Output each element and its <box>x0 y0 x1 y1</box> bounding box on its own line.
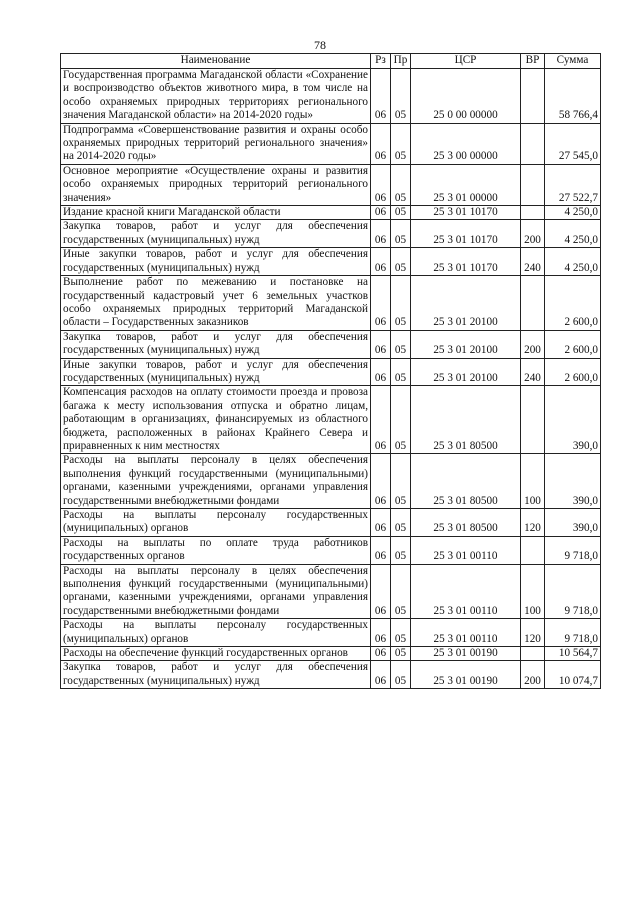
cell-rz: 06 <box>371 220 391 248</box>
cell-vr: 240 <box>521 248 545 276</box>
header-sum: Сумма <box>545 54 601 69</box>
cell-vr: 200 <box>521 661 545 689</box>
cell-rz: 06 <box>371 536 391 564</box>
cell-pr: 05 <box>391 536 411 564</box>
table-row <box>61 248 601 276</box>
table-row <box>61 661 601 689</box>
cell-rz: 06 <box>371 454 391 509</box>
cell-pr: 05 <box>391 164 411 205</box>
table-row <box>61 164 601 205</box>
cell-pr: 05 <box>391 206 411 220</box>
page-number: 78 <box>314 38 326 52</box>
cell-csr: 25 3 01 20100 <box>411 358 521 386</box>
cell-pr: 05 <box>391 220 411 248</box>
cell-pr: 05 <box>391 661 411 689</box>
cell-name: Компенсация расходов на оплату стоимости проезда и провоза багажа к месту использования отпуска и обратно лицам, работающим в организациях, финансируемых из областного бюджета, расположенных в районах Крайнего Севера и приравненных к ним местностях <box>61 386 371 454</box>
cell-vr: 120 <box>521 619 545 647</box>
cell-csr: 25 3 01 20100 <box>411 276 521 331</box>
cell-pr: 05 <box>391 358 411 386</box>
cell-vr <box>521 386 545 454</box>
cell-vr: 120 <box>521 509 545 537</box>
cell-name: Закупка товаров, работ и услуг для обеспечения государственных (муниципальных) нужд <box>61 220 371 248</box>
cell-sum: 390,0 <box>545 454 601 509</box>
header-vr: ВР <box>521 54 545 69</box>
cell-sum: 9 718,0 <box>545 564 601 619</box>
table-row <box>61 536 601 564</box>
header-csr: ЦСР <box>411 54 521 69</box>
cell-name: Выполнение работ по межеванию и постановке на государственный кадастровый учет 6 земельных участков особо охраняемых природных территорий Магаданской области – Государственных заказников <box>61 276 371 331</box>
cell-csr: 25 3 01 00190 <box>411 661 521 689</box>
cell-sum: 390,0 <box>545 386 601 454</box>
cell-sum: 9 718,0 <box>545 536 601 564</box>
cell-vr <box>521 206 545 220</box>
cell-name: Иные закупки товаров, работ и услуг для обеспечения государственных (муниципальных) нужд <box>61 358 371 386</box>
cell-csr: 25 3 01 00110 <box>411 536 521 564</box>
cell-sum: 10 074,7 <box>545 661 601 689</box>
cell-name: Основное мероприятие «Осуществление охраны и развития особо охраняемых природных территорий регионального значения» <box>61 164 371 205</box>
cell-name: Расходы на выплаты персоналу в целях обеспечения выполнения функций государственными (муниципальными) органами, казенными учреждениями, органами управления государственными внебюджетными фондами <box>61 454 371 509</box>
cell-rz: 06 <box>371 661 391 689</box>
cell-vr <box>521 123 545 164</box>
header-name: Наименование <box>61 54 371 69</box>
header-rz: Рз <box>371 54 391 69</box>
cell-csr: 25 3 01 10170 <box>411 220 521 248</box>
cell-sum: 390,0 <box>545 509 601 537</box>
cell-name: Расходы на обеспечение функций государственных органов <box>61 647 371 661</box>
cell-csr: 25 3 01 00190 <box>411 647 521 661</box>
cell-sum: 2 600,0 <box>545 358 601 386</box>
cell-rz: 06 <box>371 330 391 358</box>
cell-name: Издание красной книги Магаданской области <box>61 206 371 220</box>
table-row <box>61 123 601 164</box>
cell-vr: 100 <box>521 564 545 619</box>
cell-vr: 200 <box>521 220 545 248</box>
cell-vr <box>521 536 545 564</box>
cell-vr <box>521 276 545 331</box>
cell-csr: 25 3 01 80500 <box>411 454 521 509</box>
cell-name: Расходы на выплаты персоналу государственных (муниципальных) органов <box>61 619 371 647</box>
table-row <box>61 220 601 248</box>
cell-vr <box>521 647 545 661</box>
cell-pr: 05 <box>391 619 411 647</box>
cell-sum: 2 600,0 <box>545 330 601 358</box>
cell-pr: 05 <box>391 69 411 124</box>
cell-name: Закупка товаров, работ и услуг для обеспечения государственных (муниципальных) нужд <box>61 661 371 689</box>
cell-csr: 25 3 01 20100 <box>411 330 521 358</box>
table-row <box>61 647 601 661</box>
cell-rz: 06 <box>371 564 391 619</box>
cell-pr: 05 <box>391 509 411 537</box>
cell-name: Закупка товаров, работ и услуг для обеспечения государственных (муниципальных) нужд <box>61 330 371 358</box>
cell-pr: 05 <box>391 276 411 331</box>
cell-sum: 9 718,0 <box>545 619 601 647</box>
cell-name: Иные закупки товаров, работ и услуг для обеспечения государственных (муниципальных) нужд <box>61 248 371 276</box>
cell-vr: 240 <box>521 358 545 386</box>
cell-rz: 06 <box>371 276 391 331</box>
cell-csr: 25 3 01 00000 <box>411 164 521 205</box>
table-row <box>61 619 601 647</box>
cell-rz: 06 <box>371 69 391 124</box>
table-row <box>61 386 601 454</box>
cell-csr: 25 3 01 80500 <box>411 386 521 454</box>
cell-csr: 25 3 01 00110 <box>411 564 521 619</box>
cell-pr: 05 <box>391 386 411 454</box>
cell-vr: 100 <box>521 454 545 509</box>
table-row <box>61 276 601 331</box>
cell-vr <box>521 69 545 124</box>
cell-vr: 200 <box>521 330 545 358</box>
cell-sum: 58 766,4 <box>545 69 601 124</box>
budget-table <box>60 53 601 689</box>
cell-rz: 06 <box>371 164 391 205</box>
cell-csr: 25 3 00 00000 <box>411 123 521 164</box>
table-row <box>61 69 601 124</box>
table-body <box>61 69 601 689</box>
table-row <box>61 454 601 509</box>
cell-sum: 2 600,0 <box>545 276 601 331</box>
cell-name: Расходы на выплаты по оплате труда работников государственных органов <box>61 536 371 564</box>
cell-pr: 05 <box>391 330 411 358</box>
table-row <box>61 564 601 619</box>
cell-rz: 06 <box>371 647 391 661</box>
cell-sum: 4 250,0 <box>545 248 601 276</box>
cell-pr: 05 <box>391 123 411 164</box>
cell-rz: 06 <box>371 123 391 164</box>
cell-rz: 06 <box>371 619 391 647</box>
cell-name: Расходы на выплаты персоналу государственных (муниципальных) органов <box>61 509 371 537</box>
cell-rz: 06 <box>371 248 391 276</box>
cell-pr: 05 <box>391 564 411 619</box>
cell-name: Расходы на выплаты персоналу в целях обеспечения выполнения функций государственными (муниципальными) органами, казенными учреждениями, органами управления государственными внебюджетными фондами <box>61 564 371 619</box>
cell-name: Подпрограмма «Совершенствование развития и охраны особо охраняемых природных территорий регионального значения» на 2014-2020 годы» <box>61 123 371 164</box>
cell-csr: 25 3 01 10170 <box>411 248 521 276</box>
cell-csr: 25 0 00 00000 <box>411 69 521 124</box>
table-row <box>61 206 601 220</box>
cell-pr: 05 <box>391 248 411 276</box>
cell-sum: 10 564,7 <box>545 647 601 661</box>
table-header-row <box>61 54 601 69</box>
table-row <box>61 509 601 537</box>
cell-sum: 27 545,0 <box>545 123 601 164</box>
header-pr: Пр <box>391 54 411 69</box>
cell-rz: 06 <box>371 509 391 537</box>
cell-pr: 05 <box>391 454 411 509</box>
cell-vr <box>521 164 545 205</box>
cell-rz: 06 <box>371 206 391 220</box>
cell-sum: 4 250,0 <box>545 220 601 248</box>
cell-sum: 27 522,7 <box>545 164 601 205</box>
cell-rz: 06 <box>371 386 391 454</box>
cell-name: Государственная программа Магаданской области «Сохранение и воспроизводство объектов животного мира, в том числе на особо охраняемых природных территориях регионального значения Магаданской области» на 2014-2020 годы» <box>61 69 371 124</box>
cell-csr: 25 3 01 80500 <box>411 509 521 537</box>
cell-pr: 05 <box>391 647 411 661</box>
table-row <box>61 330 601 358</box>
table-row <box>61 358 601 386</box>
cell-csr: 25 3 01 00110 <box>411 619 521 647</box>
cell-csr: 25 3 01 10170 <box>411 206 521 220</box>
cell-sum: 4 250,0 <box>545 206 601 220</box>
cell-rz: 06 <box>371 358 391 386</box>
